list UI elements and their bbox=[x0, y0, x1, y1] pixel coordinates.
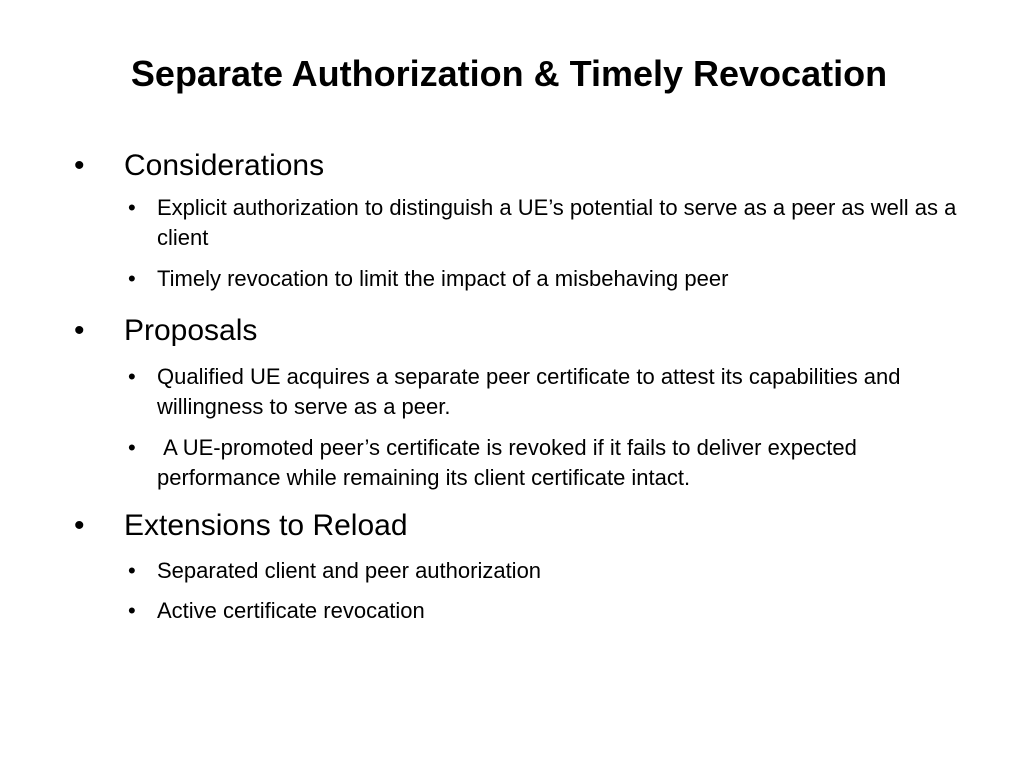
bullet-item-level2 bbox=[0, 362, 1024, 422]
bullet-item-level2 bbox=[0, 264, 1024, 294]
bullet-marker: • bbox=[74, 509, 85, 542]
section-considerations bbox=[0, 146, 1024, 294]
bullet-text: A UE-promoted peer’s certificate is revoked if it fails to deliver expected performance while remaining its client certificate intact. bbox=[157, 435, 863, 490]
bullet-marker: • bbox=[128, 364, 136, 389]
bullet-marker: • bbox=[128, 598, 136, 623]
bullet-marker: • bbox=[128, 195, 136, 220]
bullet-item-level1 bbox=[0, 311, 1024, 351]
bullet-marker: • bbox=[128, 558, 136, 583]
bullet-item-level1 bbox=[0, 506, 1024, 546]
bullet-text: Explicit authorization to distinguish a UE’s potential to serve as a peer as well as a client bbox=[157, 195, 963, 250]
bullet-text: Separated client and peer authorization bbox=[157, 558, 542, 583]
bullet-marker: • bbox=[74, 149, 85, 182]
section-proposals bbox=[0, 311, 1024, 493]
bullet-text: Qualified UE acquires a separate peer certificate to attest its capabilities and willingness to serve as a peer. bbox=[157, 364, 907, 419]
section-extensions bbox=[0, 506, 1024, 626]
bullet-item-level2 bbox=[0, 193, 1024, 253]
bullet-marker: • bbox=[74, 314, 85, 347]
bullet-text: Active certificate revocation bbox=[157, 598, 425, 623]
bullet-item-level2 bbox=[0, 556, 1024, 586]
section-heading: Proposals bbox=[124, 314, 258, 347]
bullet-marker: • bbox=[128, 435, 136, 460]
bullet-text: Timely revocation to limit the impact of a misbehaving peer bbox=[157, 266, 729, 291]
section-heading: Extensions to Reload bbox=[124, 509, 408, 542]
bullet-marker: • bbox=[128, 266, 136, 291]
bullet-item-level2 bbox=[0, 433, 1024, 493]
bullet-item-level1 bbox=[0, 146, 1024, 186]
section-heading: Considerations bbox=[124, 149, 325, 182]
slide-title: Separate Authorization & Timely Revocation bbox=[130, 53, 888, 94]
bullet-item-level2 bbox=[0, 596, 1024, 626]
